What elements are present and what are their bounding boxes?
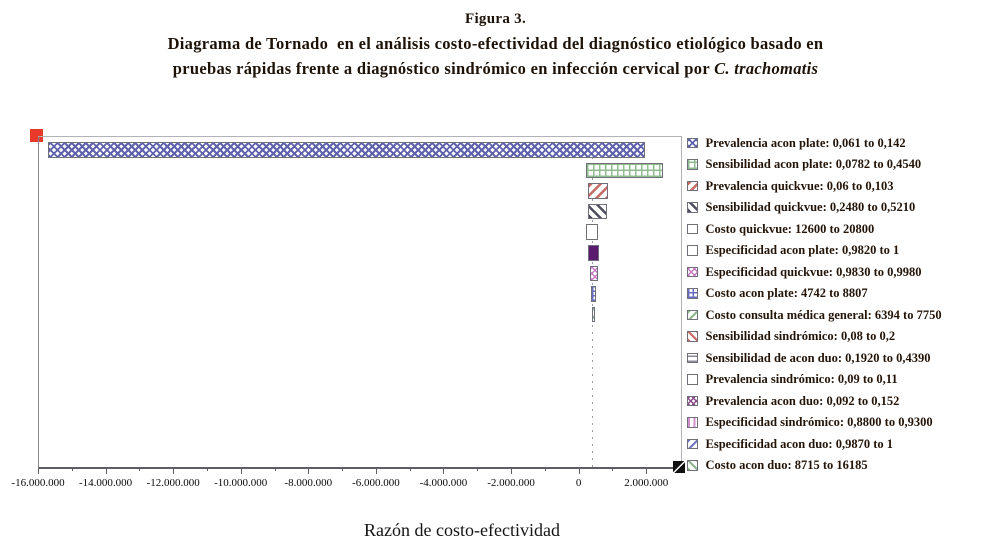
legend-label: Costo acon duo: 8715 to 16185 (705, 458, 868, 472)
tornado-bar-blue-crosshatch (48, 142, 644, 158)
x-tick-label: -6.000.000 (352, 477, 400, 489)
legend-item (687, 416, 933, 430)
blue-grid-swatch-icon (687, 288, 698, 299)
blue-crosshatch-swatch-icon (687, 138, 698, 149)
x-axis-minor-tick (207, 468, 208, 471)
legend-item (687, 373, 898, 387)
legend-label: Especificidad acon plate: 0,9820 to 1 (705, 243, 900, 257)
legend-item (687, 244, 899, 258)
figure-title-line3-text: pruebas rápidas frente a diagnóstico sindrómico en infección cervical por (172, 59, 715, 78)
x-tick-label: -8.000.000 (284, 477, 333, 489)
legend-item (687, 351, 931, 365)
legend-label: Especificidad quickvue: 0,9830 to 0,9980 (705, 264, 922, 279)
x-axis-minor-tick (545, 468, 546, 471)
legend-item (687, 201, 915, 215)
solid-gray-swatch-icon (687, 374, 698, 385)
legend-label: Sensibilidad acon plate: 0,0782 to 0,4540 (705, 157, 922, 171)
legend-label: Costo acon plate: 4742 to 8807 (705, 286, 868, 300)
tornado-bar-green-grid (586, 163, 663, 179)
pink-crosshatch-swatch-icon (687, 267, 698, 278)
x-axis-major-tick (511, 468, 512, 474)
legend-item (687, 179, 893, 193)
x-axis-major-tick (646, 468, 647, 474)
x-tick-label: -2.000.000 (487, 477, 535, 489)
white-swatch-icon (687, 224, 698, 235)
legend-label: Prevalencia acon duo: 0,092 to 0,152 (705, 393, 900, 408)
green-diagonal-swatch-icon (687, 310, 698, 321)
tornado-bar-solid-purple (588, 245, 599, 261)
x-axis-minor-tick (139, 468, 140, 471)
x-axis-major-tick (173, 468, 174, 474)
figure-title (0, 7, 991, 81)
x-tick-label: -14.000.000 (78, 477, 133, 489)
tornado-bar-dark-backslash (588, 204, 607, 220)
legend-label: Especificidad sindrómico: 0,8800 to 0,9300 (705, 415, 933, 429)
legend-item (687, 437, 893, 451)
green-backslash-swatch-icon (687, 460, 698, 471)
x-axis-minor-tick (275, 468, 276, 471)
legend-item (687, 330, 895, 344)
tornado-plot-area (38, 136, 682, 469)
legend-item (687, 308, 942, 322)
legend-item (687, 459, 868, 473)
legend-label: Sensibilidad quickvue: 0,2480 to 0,5210 (705, 200, 916, 214)
x-axis-major-tick (308, 468, 309, 474)
x-tick-label: -4.000.000 (419, 477, 468, 489)
red-backslash-swatch-icon (687, 331, 698, 342)
x-axis-minor-tick (612, 468, 613, 471)
x-tick-label: 2.000.000 (624, 477, 669, 489)
x-axis-major-tick (443, 468, 444, 474)
red-diagonal-swatch-icon (687, 181, 698, 192)
legend-item (687, 136, 906, 150)
tornado-bar-green-diagonal (592, 307, 594, 323)
legend-item (687, 394, 899, 408)
solid-purple-swatch-icon (687, 245, 698, 256)
tornado-bar-blue-grid (591, 286, 596, 302)
purple-crosshatch-swatch-icon (687, 396, 698, 407)
legend-label: Prevalencia acon plate: 0,061 to 0,142 (705, 135, 906, 150)
x-axis-minor-tick (410, 468, 411, 471)
legend-label: Prevalencia sindrómico: 0,09 to 0,11 (705, 372, 898, 386)
x-tick-label: -16.000.000 (11, 477, 65, 489)
green-grid-swatch-icon (687, 159, 698, 170)
legend-label: Sensibilidad de acon duo: 0,1920 to 0,4390 (705, 350, 931, 365)
x-tick-label: -10.000.000 (214, 477, 268, 489)
figure-title-line3 (0, 56, 991, 81)
legend-item (687, 265, 922, 279)
x-axis-major-tick (241, 468, 242, 474)
figure-number: Figura 3. (464, 11, 527, 27)
x-axis-minor-tick (342, 468, 343, 471)
pink-vertical-swatch-icon (687, 417, 698, 428)
gray-horizontal-swatch-icon (687, 353, 698, 364)
x-axis-major-tick (106, 468, 107, 474)
legend-label: Sensibilidad sindrómico: 0,08 to 0,2 (705, 329, 896, 343)
tornado-bar-pink-crosshatch (590, 266, 598, 282)
legend-label: Costo consulta médica general: 6394 to 7750 (705, 307, 942, 322)
legend-label: Especificidad acon duo: 0,9870 to 1 (705, 436, 894, 451)
dark-backslash-swatch-icon (687, 202, 698, 213)
x-axis-major-tick (579, 468, 580, 474)
selection-handle-bottom-right-icon (673, 461, 685, 473)
tornado-bar-white (586, 224, 597, 240)
legend-label: Prevalencia quickvue: 0,06 to 0,103 (705, 178, 894, 193)
x-axis-major-tick (38, 468, 39, 474)
legend-label: Costo quickvue: 12600 to 20800 (705, 221, 875, 236)
x-tick-label: -12.000.000 (146, 477, 200, 489)
x-axis-minor-tick (72, 468, 73, 471)
x-axis-major-tick (376, 468, 377, 474)
x-tick-label: 0 (575, 477, 582, 489)
blue-diagonal-swatch-icon (687, 439, 698, 450)
figure-title-line2: Diagrama de Tornado en el análisis costo-efectividad del diagnóstico etiológico basado en (167, 34, 824, 53)
legend-item (687, 222, 874, 236)
x-axis-minor-tick (477, 468, 478, 471)
species-name-italic: C. trachomatis (714, 59, 819, 78)
legend-item (687, 158, 921, 172)
x-axis-title: Razón de costo-efectividad (364, 520, 560, 540)
legend-item (687, 287, 868, 301)
tornado-bar-red-diagonal (588, 183, 609, 199)
